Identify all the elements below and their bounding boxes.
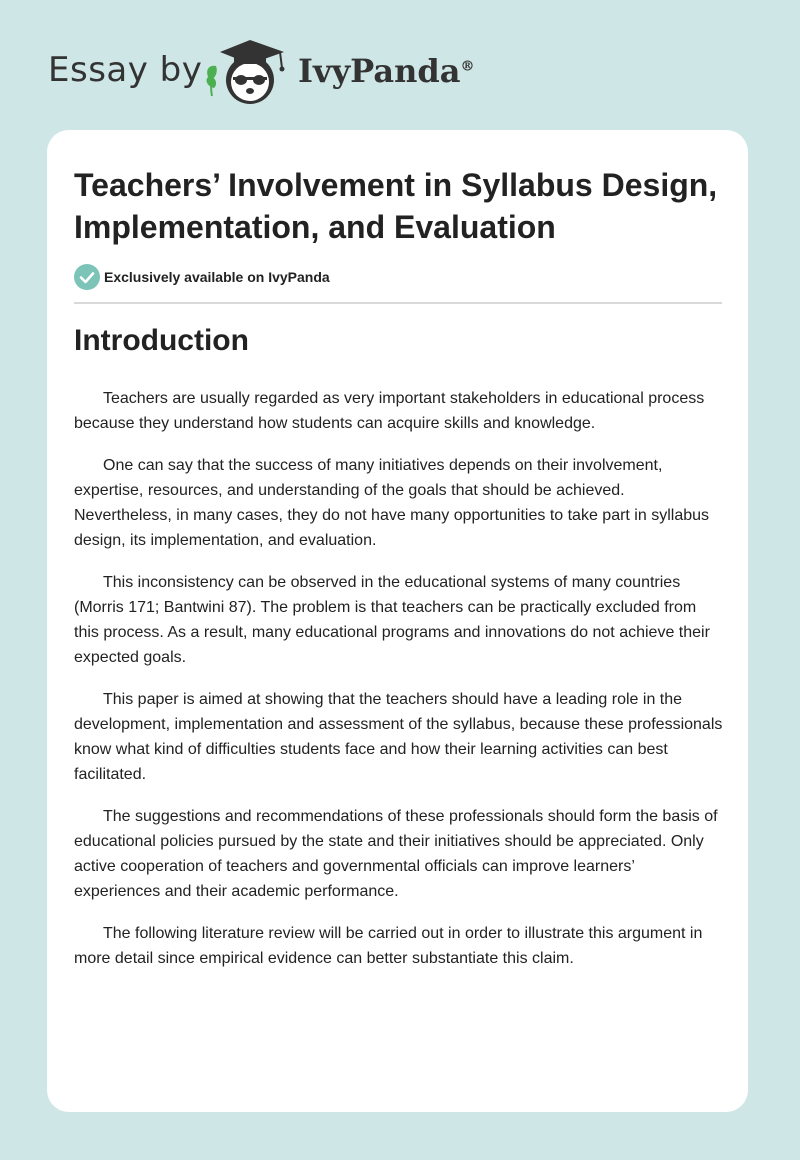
paragraph: The suggestions and recommendations of these professionals should form the basis of educational policies pursued by the state and their initiatives should be appreciated. Only active cooperation of teachers and governmental officials can improve learners’ experiences and their academic performance.: [74, 808, 718, 900]
availability-text: Exclusively available on IvyPanda: [104, 269, 330, 285]
paragraph: Teachers are usually regarded as very important stakeholders in educational process because they understand how students can acquire skills and knowledge.: [74, 390, 705, 432]
paragraph: This paper is aimed at showing that the teachers should have a leading role in the development, implementation and assessment of the syllabus, because these professionals know what kind of difficulties students face and how their learning activities can best facilitated.: [74, 691, 723, 783]
essay-card: [47, 130, 748, 1112]
essay-by-label: Essay by: [48, 50, 203, 90]
panda-graduate-logo-icon[interactable]: [200, 36, 292, 108]
brand-name[interactable]: IvyPanda®: [298, 52, 475, 90]
paragraph: This inconsistency can be observed in the educational systems of many countries (Morris 171; Bantwini 87). The problem is that teachers can be practically excluded from this process. As a result, many educational programs and innovations do not achieve their expected goals.: [74, 574, 710, 666]
essay-title: Teachers’ Involvement in Syllabus Design, Implementation, and Evaluation: [74, 167, 718, 245]
divider: [74, 302, 722, 304]
paragraph: The following literature review will be carried out in order to illustrate this argument in more detail since empirical evidence can better substantiate this claim.: [74, 925, 703, 967]
check-circle-icon: [74, 264, 100, 290]
site-header: [48, 28, 748, 108]
registered-mark: ®: [460, 58, 475, 75]
paragraph: One can say that the success of many initiatives depends on their involvement, expertise, resources, and understanding of the goals that should be achieved. Nevertheless, in many cases, they do not have many opportunities to take part in syllabus design, its implementation, and evaluation.: [74, 457, 710, 549]
section-heading: Introduction: [74, 324, 249, 357]
essay-body: [74, 386, 724, 988]
